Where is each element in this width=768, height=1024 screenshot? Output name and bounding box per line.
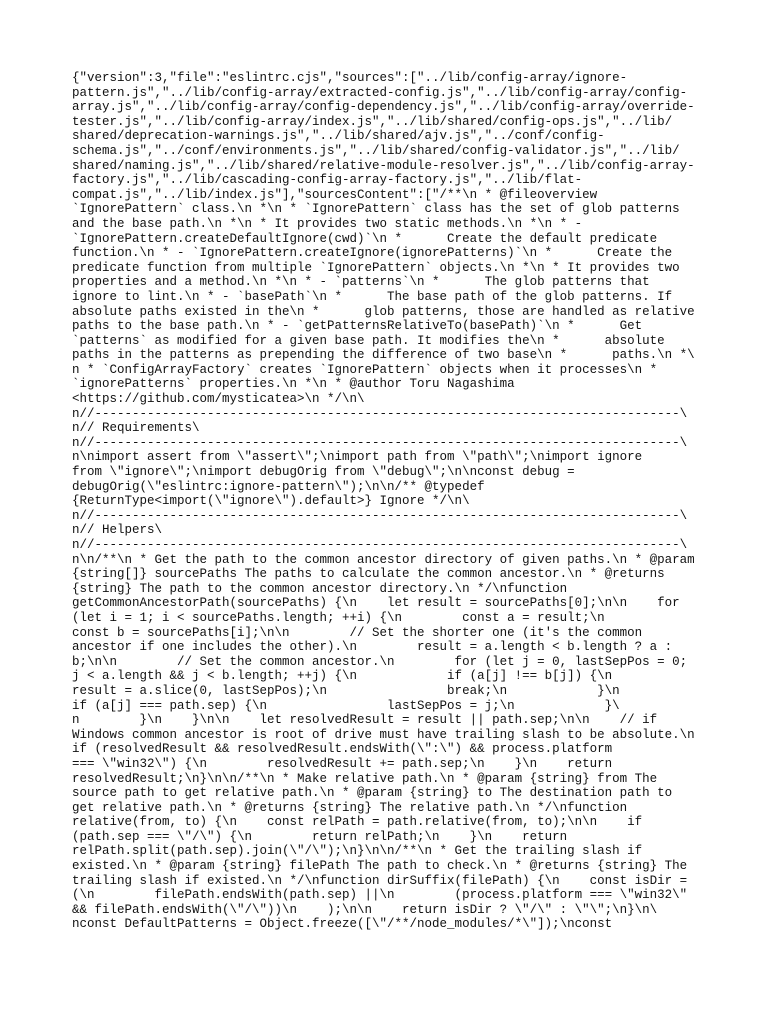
text-line: paths in the patterns as prepending the difference of two base\n * paths.\n *\ [72, 348, 695, 363]
text-line: paths to the base path.\n * - `getPatternsRelativeTo(basePath)`\n * Get [72, 319, 643, 334]
text-line: (path.sep === \"/\") {\n return relPath;\n }\n return [72, 829, 568, 844]
text-line: array.js","../lib/config-array/config-dependency.js","../lib/config-array/override- [72, 100, 695, 115]
text-line: debugOrig(\"eslintrc:ignore-pattern\");\n\n/** @typedef [72, 479, 485, 494]
text-line: pattern.js","../lib/config-array/extracted-config.js","../lib/config-array/config- [72, 85, 688, 100]
text-line: n// Requirements\ [72, 421, 200, 436]
text-line: get relative path.\n * @returns {string} The relative path.\n */\nfunction [72, 800, 628, 815]
text-line: {"version":3,"file":"eslintrc.cjs","sources":["../lib/config-array/ignore- [72, 71, 628, 85]
text-line: result = a.slice(0, lastSepPos);\n break;\n }\n [72, 683, 620, 698]
text-line: n//------------------------------------------------------------------------------\ [72, 508, 688, 523]
text-line: if (a[j] === path.sep) {\n lastSepPos = j;\n }\ [72, 698, 620, 713]
text-line: n//------------------------------------------------------------------------------\ [72, 435, 688, 450]
text-line: trailing slash if existed.\n */\nfunction dirSuffix(filePath) {\n const isDir = [72, 873, 688, 888]
text-line: factory.js","../lib/cascading-config-array-factory.js","../lib/flat- [72, 173, 583, 188]
text-line: n }\n }\n\n let resolvedResult = result || path.sep;\n\n // if [72, 713, 658, 728]
text-line: j < a.length && j < b.length; ++j) {\n if (a[j] !== b[j]) {\n [72, 669, 613, 684]
text-line: n\nimport assert from \"assert\";\nimport path from \"path\";\nimport ignore [72, 450, 643, 465]
text-line: source path to get relative path.\n * @param {string} to The destination path to [72, 786, 673, 801]
text-line: absolute paths existed in the\n * glob patterns, those are handled as relative [72, 304, 695, 319]
text-line: ignore to lint.\n * - `basePath`\n * The base path of the glob patterns. If [72, 289, 673, 304]
text-line: n//------------------------------------------------------------------------------\ [72, 538, 688, 552]
text-line: {string[]} sourcePaths The paths to calculate the common ancestor.\n * @returns [72, 567, 665, 582]
text-line: existed.\n * @param {string} filePath The path to check.\n * @returns {string} The [72, 859, 688, 874]
text-line: {ReturnType<import(\"ignore\").default>} Ignore */\n\ [72, 494, 470, 509]
text-line: === \"win32\") {\n resolvedResult += path.sep;\n }\n return [72, 756, 613, 771]
text-line: (let i = 1; i < sourcePaths.length; ++i) {\n const a = result;\n [72, 610, 605, 625]
text-line: {string} The path to the common ancestor directory.\n */\nfunction [72, 581, 568, 596]
text-line: function.\n * - `IgnorePattern.createIgnore(ignorePatterns)`\n * Create the [72, 246, 673, 261]
text-line: tester.js","../lib/config-array/index.js","../lib/shared/config-ops.js","../lib/ [72, 114, 673, 129]
text-line: n// Helpers\ [72, 523, 163, 538]
text-line: resolvedResult;\n}\n\n/**\n * Make relative path.\n * @param {string} from The [72, 771, 658, 786]
text-line: predicate function from multiple `IgnorePattern` objects.\n *\n * It provides two [72, 260, 680, 275]
text-line: compat.js","../lib/index.js"],"sourcesContent":["/**\n * @fileoverview [72, 187, 598, 202]
text-line: `ignorePatterns` properties.\n *\n * @author Toru Nagashima [72, 377, 515, 392]
text-line: and the base path.\n *\n * It provides two static methods.\n *\n * - [72, 216, 583, 231]
text-line: shared/deprecation-warnings.js","../lib/shared/ajv.js","../conf/config- [72, 129, 605, 144]
text-line: b;\n\n // Set the common ancestor.\n for (let j = 0, lastSepPos = 0; [72, 654, 688, 669]
text-line: nconst DefaultPatterns = Object.freeze([\"/**/node_modules/*\"]);\nconst [72, 917, 613, 932]
text-line: shared/naming.js","../lib/shared/relative-module-resolver.js","../lib/config-array- [72, 158, 695, 173]
text-line: const b = sourcePaths[i];\n\n // Set the shorter one (it's the common [72, 625, 643, 640]
text-line: if (resolvedResult && resolvedResult.endsWith(\":\") && process.platform [72, 742, 613, 757]
text-line: <https://github.com/mysticatea>\n */\n\ [72, 392, 365, 407]
text-line: ancestor if one includes the other).\n result = a.length < b.length ? a : [72, 640, 673, 655]
text-line: `IgnorePattern.createDefaultIgnore(cwd)`\n * Create the default predicate [72, 231, 658, 246]
text-line: (\n filePath.endsWith(path.sep) ||\n (process.platform === \"win32\" [72, 888, 688, 903]
text-line: n\n/**\n * Get the path to the common ancestor directory of given paths.\n * @param [72, 552, 695, 567]
text-line: Windows common ancestor is root of drive must have trailing slash to be absolute.\n [72, 727, 695, 742]
text-line: properties and a method.\n *\n * - `patterns`\n * The glob patterns that [72, 275, 650, 290]
text-line: from \"ignore\";\nimport debugOrig from \"debug\";\n\nconst debug = [72, 465, 575, 480]
text-line: `IgnorePattern` class.\n *\n * `IgnorePattern` class has the set of glob patterns [72, 202, 680, 217]
text-line: n * `ConfigArrayFactory` creates `IgnorePattern` objects when it processes\n * [72, 362, 658, 377]
text-line: n//------------------------------------------------------------------------------\ [72, 406, 688, 421]
text-line: relative(from, to) {\n const relPath = path.relative(from, to);\n\n if [72, 815, 643, 830]
text-line: getCommonAncestorPath(sourcePaths) {\n let result = sourcePaths[0];\n\n for [72, 596, 680, 611]
text-line: && filePath.endsWith(\"/\"))\n );\n\n return isDir ? \"/\" : \"\";\n}\n\ [72, 902, 658, 917]
source-map-text [72, 71, 698, 932]
text-line: relPath.split(path.sep).join(\"/\");\n}\n\n/**\n * Get the trailing slash if [72, 844, 643, 859]
text-line: `patterns` as modified for a given base path. It modifies the\n * absolute [72, 333, 665, 348]
text-line: schema.js","../conf/environments.js","../lib/shared/config-validator.js","../lib/ [72, 143, 680, 158]
